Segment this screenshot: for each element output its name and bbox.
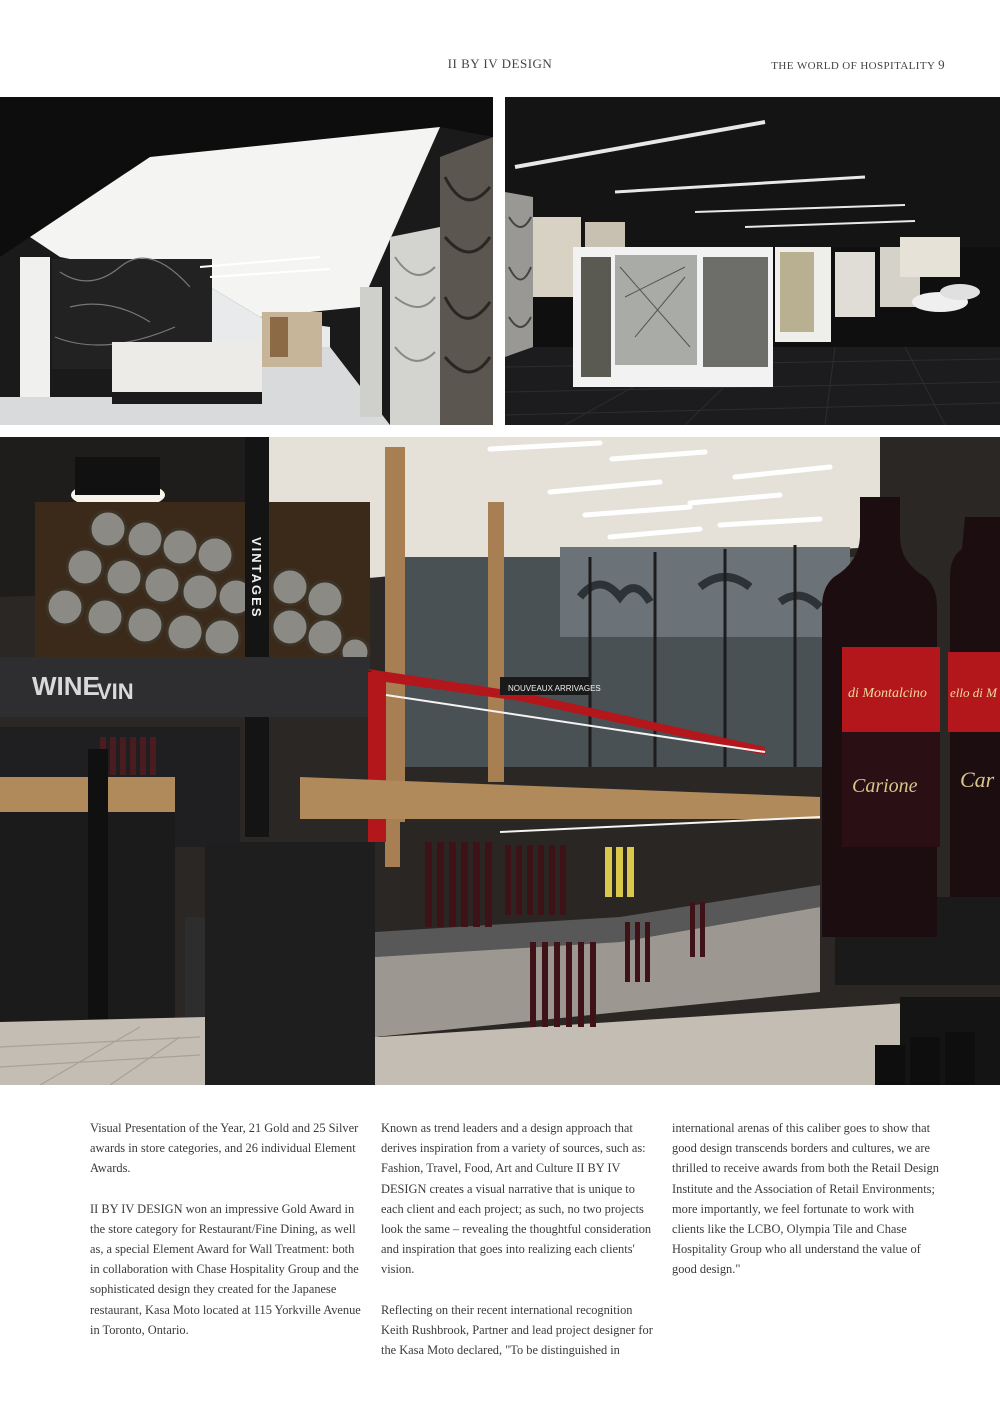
photo-tile-showroom (505, 97, 1000, 425)
bottle-label-1-script: Carione (852, 775, 918, 797)
bottle-label-2-script: Car (960, 767, 995, 792)
running-header-title: II BY IV DESIGN (447, 56, 553, 71)
photo-wine-store (0, 437, 1000, 1085)
sign-nouveaux-arrivages: NOUVEAUX ARRIVAGES (508, 684, 601, 693)
publication-name: THE WORLD OF HOSPITALITY (771, 60, 935, 72)
paragraph: international arenas of this caliber goes to show that good design transcends borders and cultures, we are thrilled to receive awards from both the Retail Design Institute and the Association of Retail Environments; more importantly, we feel fortunate to work with clients like the LCBO, Olympia Tile and Chase Hospitality Group who all understand the value of good design." (672, 1121, 940, 1277)
paragraph: II BY IV DESIGN won an impressive Gold Award in the store category for Restaurant/Fine Dining, as well as, a special Element Award for Wall Treatment: both in collaboration with Chase Hospitality Group and the sophisticated design they created for the Japanese restaurant, Kasa Moto located at 115 Yorkville Avenue in Toronto, Ontario. (90, 1201, 361, 1337)
bottle-label-2: ello di M (950, 685, 997, 700)
sign-vintages: VINTAGES (249, 537, 264, 619)
sign-wine: WINE (32, 671, 100, 701)
paragraph: Known as trend leaders and a design approach that derives inspiration from a variety of sources, such as: Fashion, Travel, Food, Art and Culture II BY IV DESIGN creates a visual narrative that is unique to each client and each project; as such, no two projects look the same – revealing the thoughtful consideration and inspiration that goes into realizing each clients' vision. (381, 1121, 652, 1277)
paragraph: Visual Presentation of the Year, 21 Gold and 25 Silver awards in store categories, and 26 individual Element Awards. (90, 1121, 359, 1176)
paragraph: Reflecting on their recent international recognition Keith Rushbrook, Partner and lead project designer for the Kasa Moto declared, "To be distinguished in (381, 1302, 653, 1358)
bottle-label-1: di Montalcino (848, 686, 927, 701)
article-column-3 (672, 1118, 944, 1300)
running-header-publication (771, 57, 945, 73)
page-number: 9 (938, 57, 945, 72)
photo-restaurant-interior (0, 97, 493, 425)
article-column-2 (381, 1118, 653, 1380)
sign-vin: VIN (97, 679, 134, 704)
article-column-1 (90, 1118, 362, 1360)
